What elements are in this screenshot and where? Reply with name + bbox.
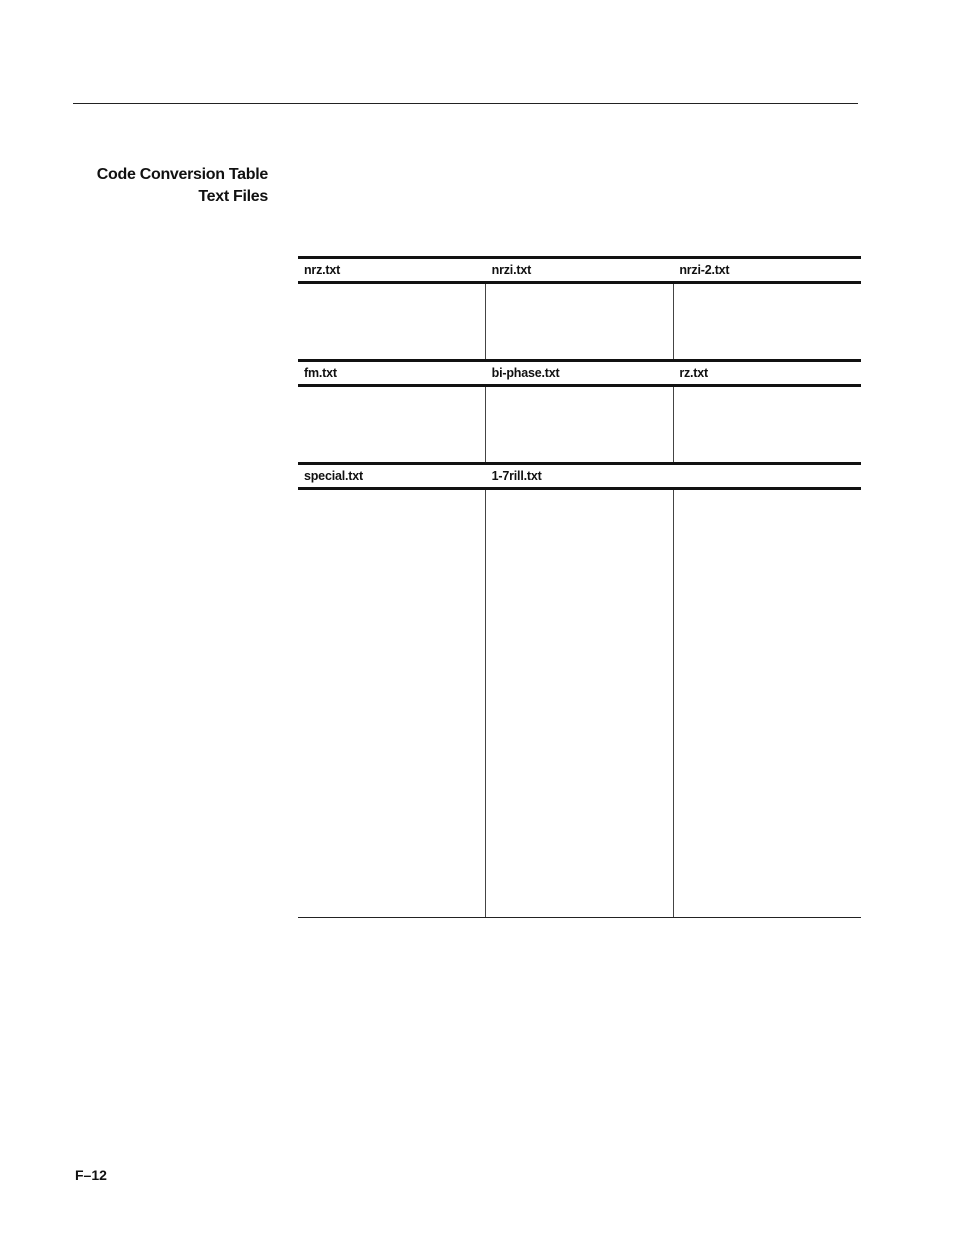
section-title-line-2: Text Files (198, 188, 268, 205)
file-content-cell (298, 386, 486, 464)
section-heading (40, 164, 268, 208)
file-content-cell (298, 283, 486, 361)
file-content-cell (673, 283, 861, 361)
file-content-cell (673, 489, 861, 918)
code-conversion-table (298, 256, 861, 918)
table-content-row (298, 489, 861, 918)
table-header-row (298, 464, 861, 489)
file-name-cell: nrzi.txt (486, 258, 674, 283)
file-name-cell: nrz.txt (298, 258, 486, 283)
table-content-row (298, 283, 861, 361)
file-name-cell: 1-7rill.txt (486, 464, 674, 489)
file-content-cell (486, 283, 674, 361)
table-content-row (298, 386, 861, 464)
file-content-cell (486, 386, 674, 464)
table-header-row (298, 258, 861, 283)
page-number: F–12 (75, 1167, 107, 1183)
file-name-cell: rz.txt (673, 361, 861, 386)
file-content-cell (486, 489, 674, 918)
file-name-cell: special.txt (298, 464, 486, 489)
file-name-cell: fm.txt (298, 361, 486, 386)
file-name-cell: bi-phase.txt (486, 361, 674, 386)
section-title-line-1: Code Conversion Table (96, 166, 268, 183)
file-content-cell (298, 489, 486, 918)
table-header-row (298, 361, 861, 386)
file-name-cell: nrzi-2.txt (673, 258, 861, 283)
file-content-cell (673, 386, 861, 464)
file-name-cell (673, 464, 861, 489)
header-rule (73, 103, 858, 104)
